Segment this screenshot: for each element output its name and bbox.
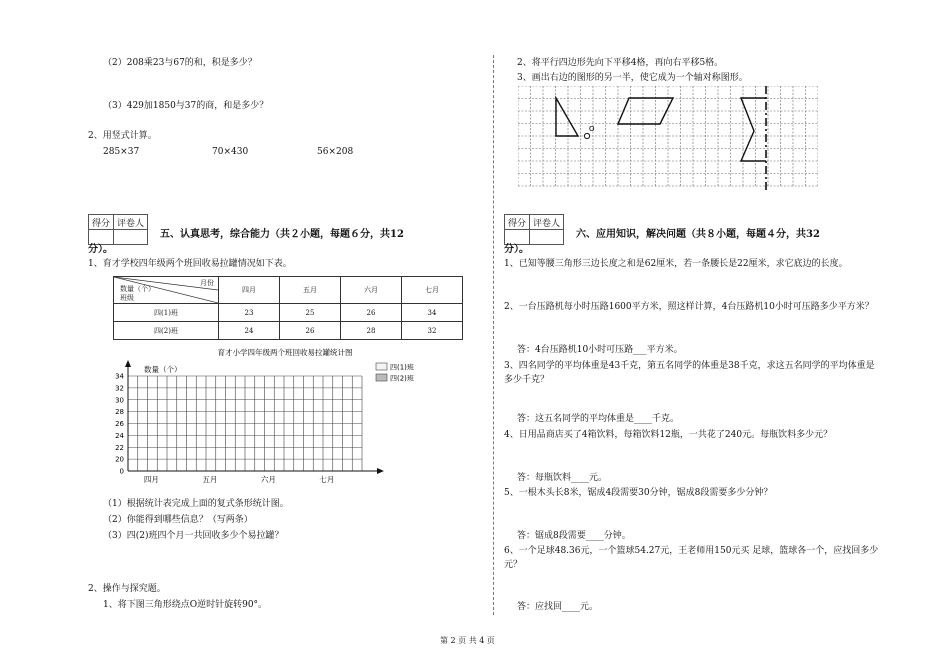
problem-4: 4、日用品商店买了4箱饮料，每箱饮料12瓶，一共花了240元。每瓶饮料多少元？	[504, 430, 833, 440]
grader-label: 评卷人	[530, 215, 564, 230]
y-tick-label: 30	[115, 396, 124, 405]
corner-month: 月份	[200, 279, 214, 287]
legend-swatch-2	[376, 374, 387, 381]
table-cell: 28	[341, 322, 402, 340]
page-footer: 第 2 页 共 4 页	[440, 636, 495, 645]
problem-3-answer: 答：这五名同学的平均体重是____千克。	[517, 414, 680, 424]
calc-item-2: 70×430	[212, 147, 249, 157]
class-name: 四(1)班	[114, 304, 219, 322]
problem-4-answer: 答：每瓶饮料____元。	[517, 473, 608, 483]
table-cell: 25	[280, 304, 341, 322]
section-6-title-tail: 分）。	[504, 244, 529, 255]
y-tick-label: 28	[115, 408, 124, 417]
right-question-2: 2、将平行四边形先向下平移4格，再向右平移5格。	[517, 58, 724, 68]
problem-2-answer: 答：4台压路机10小时可压路___平方米。	[517, 345, 683, 355]
x-axis-arrow	[377, 468, 384, 474]
triangle-shape	[556, 98, 578, 136]
table-cell: 34	[402, 304, 463, 322]
table-row	[114, 322, 463, 340]
score-cell[interactable]	[505, 230, 530, 245]
problem-6-answer: 答：应找回____元。	[517, 602, 599, 612]
problem-2: 2、一台压路机每小时压路1600平方米，照这样计算，4台压路机10小时可压路多少平方米？	[504, 302, 874, 312]
score-label: 得分	[505, 215, 530, 230]
month-header: 五月	[280, 277, 341, 304]
grader-cell[interactable]	[114, 230, 148, 245]
y-ticks	[115, 373, 124, 476]
legend-swatch-1	[376, 363, 387, 370]
grader-label: 评卷人	[114, 215, 148, 230]
problem-3-line-1: 3、四名同学的平均体重是43千克，第五名同学的体重是38千克，求这五名同学的平均体重是	[504, 361, 875, 371]
chart-legend	[376, 363, 414, 383]
y-tick-label: 22	[115, 443, 124, 452]
section-6-title: 六、应用知识，解决问题（共８小题，每题４分，共32	[576, 229, 820, 240]
table-cell: 26	[341, 304, 402, 322]
x-tick-label: 七月	[319, 475, 335, 484]
section-5-title-tail: 分）。	[88, 244, 113, 255]
calc-item-1: 285×37	[103, 147, 140, 157]
question-1-2: （2）208乘23与67的和，积是多少？	[103, 58, 257, 68]
problem-3-line-2: 多少千克？	[504, 375, 550, 385]
score-label: 得分	[89, 215, 114, 230]
month-header: 六月	[341, 277, 402, 304]
x-tick-label: 四月	[143, 475, 159, 484]
problem-1: 1、已知等腰三角形三边长度之和是62厘米，若一条腰长是22厘米，求它底边的长度。	[504, 259, 848, 269]
calc-item-3: 56×208	[317, 147, 354, 157]
score-box-right	[504, 214, 564, 245]
recycling-table	[113, 276, 463, 340]
corner-quantity: 数量（个）	[120, 285, 155, 293]
table-corner-cell	[114, 277, 219, 304]
score-cell[interactable]	[89, 230, 114, 245]
question-5-2-1: 1、将下图三角形绕点O逆时针旋转90°。	[103, 600, 268, 610]
y-tick-label: 0	[119, 467, 124, 476]
y-tick-label: 24	[115, 431, 124, 440]
y-tick-label: 20	[115, 455, 124, 464]
drawing-grid[interactable]	[518, 86, 818, 190]
x-tick-label: 六月	[260, 475, 276, 484]
section-5-title: 五、认真思考，综合能力（共２小题，每题６分，共12	[160, 229, 404, 240]
month-header: 七月	[402, 277, 463, 304]
table-row	[114, 304, 463, 322]
class-name: 四(2)班	[114, 322, 219, 340]
y-tick-label: 26	[115, 420, 124, 428]
legend-label-2: 四(2)班	[390, 374, 414, 383]
problem-5-answer: 答：锯成8段需要____分钟。	[517, 531, 631, 541]
x-tick-label: 五月	[202, 475, 218, 484]
y-axis-arrow	[125, 360, 131, 367]
y-tick-label: 32	[115, 384, 124, 393]
legend-label-1: 四(1)班	[390, 363, 414, 372]
sub-question-1: （1）根据统计表完成上面的复式条形统计图。	[103, 499, 289, 509]
question-5-1: 1、育才学校四年级两个班回收易拉罐情况如下表。	[88, 259, 292, 269]
question-1-3: （3）429加1850与37的商，和是多少？	[103, 101, 269, 111]
month-header: 四月	[219, 277, 280, 304]
problem-6-line-1: 6、一个足球48.36元，一个篮球54.27元，王老师用150元买 足球，篮球各一个，应找回多少	[504, 546, 879, 556]
bar-chart[interactable]	[100, 343, 440, 493]
chart-grid	[125, 360, 384, 474]
grader-cell[interactable]	[530, 230, 564, 245]
rotation-point	[584, 133, 589, 138]
x-ticks	[144, 474, 335, 484]
table-cell: 26	[280, 322, 341, 340]
score-box-left	[88, 214, 148, 245]
right-question-3: 3、画出右边的图形的另一半，使它成为一个轴对称图形。	[517, 73, 748, 83]
table-cell: 32	[402, 322, 463, 340]
corner-class: 班级	[120, 294, 134, 302]
sub-question-3: （3）四(2)班四个月一共回收多少个易拉罐？	[103, 531, 284, 541]
question-5-2: 2、操作与探究题。	[88, 584, 166, 594]
y-axis-label: 数量（个）	[144, 365, 182, 374]
chart-title: 育才小学四年级两个班回收易拉罐统计图	[217, 348, 353, 357]
problem-6-line-2: 元？	[504, 560, 523, 570]
problem-5: 5、一根木头长8米，锯成4段需要30分钟，锯成8段需要多少分钟？	[504, 488, 773, 498]
half-figure-shape	[741, 98, 766, 161]
sub-question-2: （2）你能得到哪些信息？（写两条）	[103, 515, 253, 525]
table-cell: 24	[219, 322, 280, 340]
y-tick-label: 34	[115, 372, 124, 381]
point-label: O	[589, 125, 595, 133]
column-divider	[493, 55, 494, 615]
question-2-title: 2、用竖式计算。	[88, 131, 157, 141]
table-cell: 23	[219, 304, 280, 322]
